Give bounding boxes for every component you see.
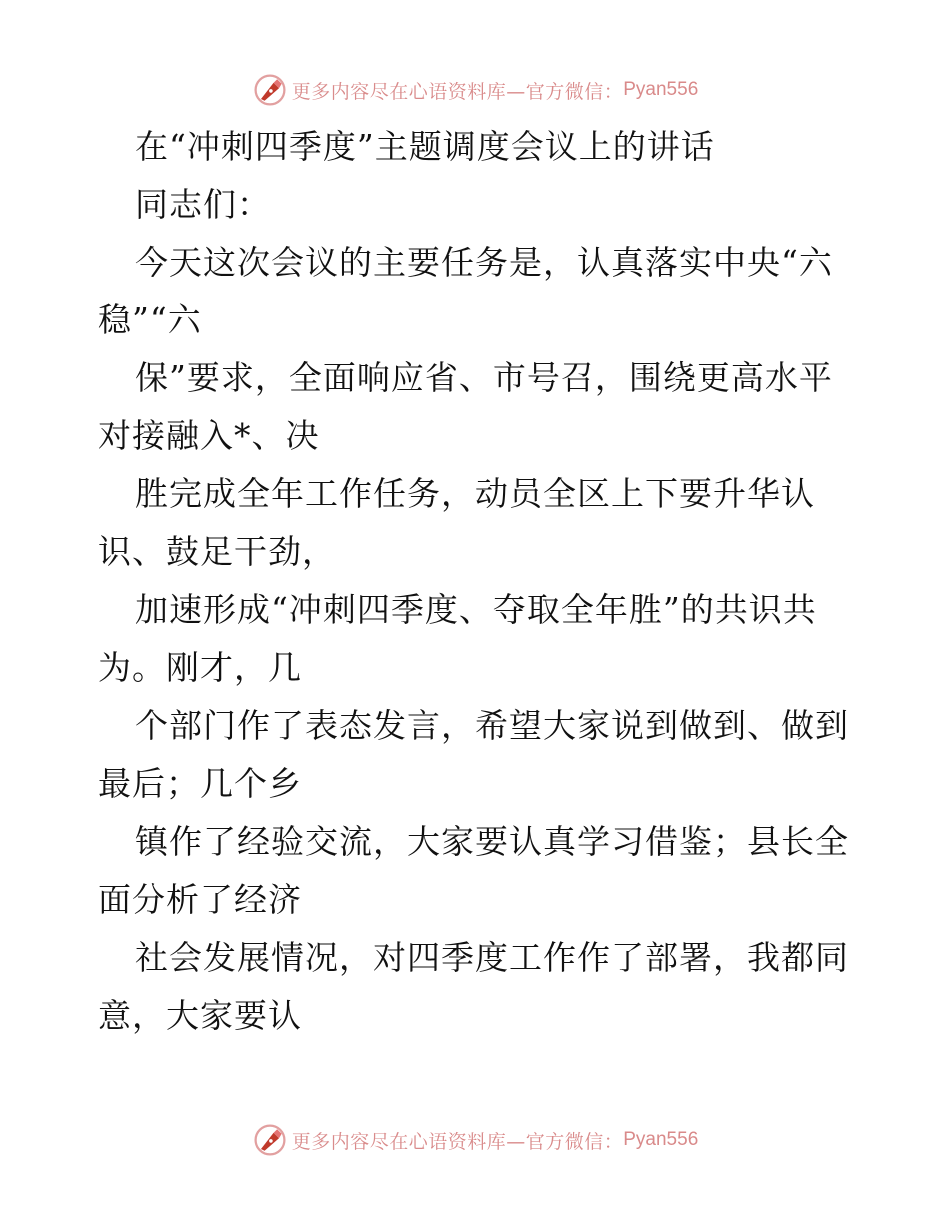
watermark-wechat-id: Pyan556 [623, 79, 699, 100]
watermark-text: 更多内容尽在心语资料库—官方微信： [291, 80, 624, 103]
document-title: 在“冲刺四季度”主题调度会议上的讲话 [135, 127, 715, 166]
paragraph-line: 胜完成全年工作任务，动员全区上下要升华认 [135, 474, 815, 513]
pen-nib-logo-icon [252, 1122, 288, 1158]
paragraph-line: 为。刚才，几 [98, 648, 302, 687]
paragraph-line: 社会发展情况，对四季度工作作了部署，我都同 [135, 938, 849, 977]
paragraph-line: 面分析了经济 [98, 880, 302, 919]
paragraph-line: 稳”“六 [98, 300, 202, 339]
paragraph-line: 最后；几个乡 [98, 764, 302, 803]
watermark-footer [0, 1120, 950, 1160]
paragraph-line: 镇作了经验交流，大家要认真学习借鉴；县长全 [135, 822, 849, 861]
paragraph-line: 保”要求，全面响应省、市号召，围绕更高水平 [135, 358, 833, 397]
paragraph-line: 识、鼓足干劲， [98, 532, 336, 571]
paragraph-line: 对接融入*、决 [98, 416, 320, 455]
paragraph-line: 个部门作了表态发言，希望大家说到做到、做到 [135, 706, 849, 745]
paragraph-line: 同志们： [135, 185, 271, 224]
paragraph-line: 今天这次会议的主要任务是，认真落实中央“六 [135, 243, 833, 282]
paragraph-line: 意，大家要认 [98, 996, 302, 1035]
watermark-text: 更多内容尽在心语资料库—官方微信： [291, 1130, 624, 1153]
paragraph-line: 加速形成“冲刺四季度、夺取全年胜”的共识共 [135, 590, 817, 629]
watermark-header [0, 70, 950, 110]
pen-nib-logo-icon [252, 72, 288, 108]
watermark-wechat-id: Pyan556 [623, 1129, 699, 1150]
